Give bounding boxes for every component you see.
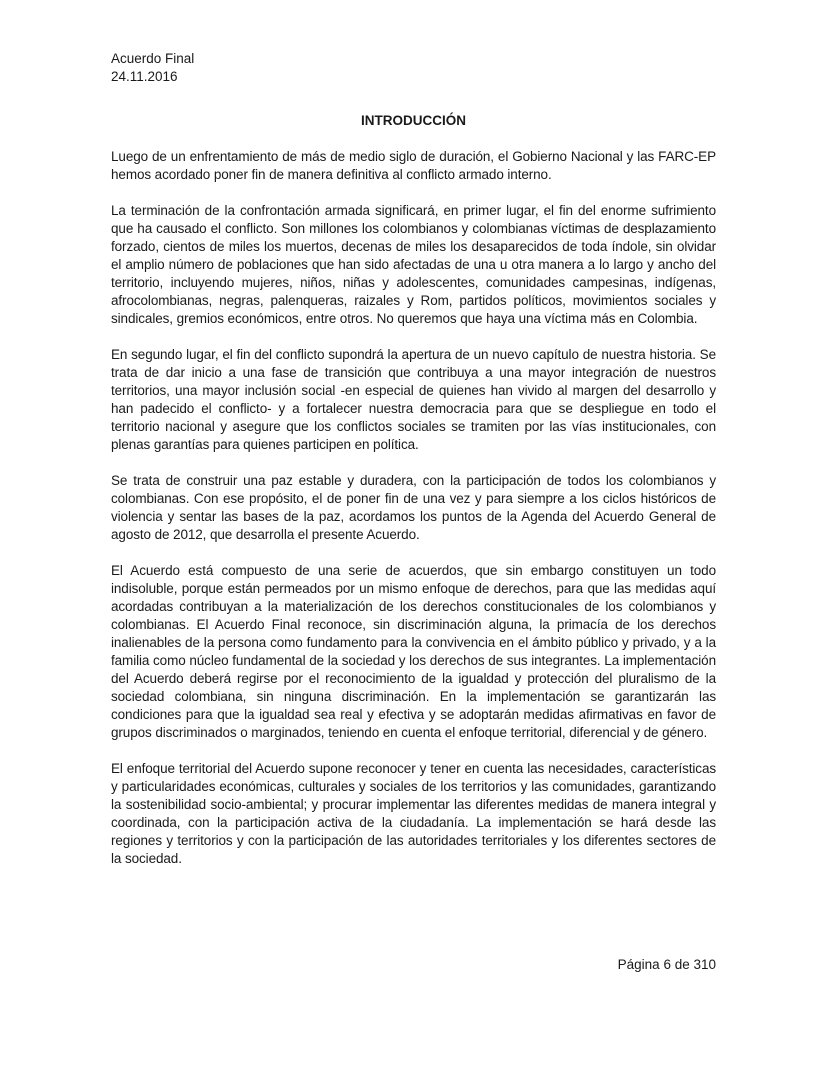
document-body [111,148,716,886]
document-header [111,50,194,86]
header-date: 24.11.2016 [111,69,178,84]
paragraph-6: El enfoque territorial del Acuerdo supone reconocer y tener en cuenta las necesidades, características y particularidades económicas, culturales y sociales de los territorios y las comunidades, garantizando la sostenibilidad socio-ambiental; y procurar implementar las diferentes medidas de manera integral y coordinada, con la participación activa de la ciudadanía. La implementación se hará desde las regiones y territorios y con la participación de las autoridades territoriales y los diferentes sectores de la sociedad. [111,761,716,866]
header-title: Acuerdo Final [111,51,195,66]
paragraph-2: La terminación de la confrontación armada significará, en primer lugar, el fin del enorme sufrimiento que ha causado el conflicto. Son millones los colombianos y colombianas víctimas de desplazamiento forzado, cientos de miles los muertos, decenas de miles los desaparecidos de toda índole, sin olvidar el amplio número de poblaciones que han sido afectadas de una u otra manera a lo largo y ancho del territorio, incluyendo mujeres, niños, niñas y adolescentes, comunidades campesinas, indígenas, afrocolombianas, negras, palenqueras, raizales y Rom, partidos políticos, movimientos sociales y sindicales, gremios económicos, entre otros. No queremos que haya una víctima más en Colombia. [111,203,716,326]
paragraph-4: Se trata de construir una paz estable y duradera, con la participación de todos los colombianos y colombianas. Con ese propósito, el de poner fin de una vez y para siempre a los ciclos históricos de violencia y sentar las bases de la paz, acordamos los puntos de la Agenda del Acuerdo General de agosto de 2012, que desarrolla el presente Acuerdo. [111,473,716,542]
section-title: INTRODUCCIÓN [361,113,466,128]
paragraph-1: Luego de un enfrentamiento de más de medio siglo de duración, el Gobierno Nacional y las FARC-EP hemos acordado poner fin de manera definitiva al conflicto armado interno. [111,149,716,182]
page-number: Página 6 de 310 [617,957,716,972]
paragraph-3: En segundo lugar, el fin del conflicto supondrá la apertura de un nuevo capítulo de nuestra historia. Se trata de dar inicio a una fase de transición que contribuya a una mayor integración de nuestros territorios, una mayor inclusión social -en especial de quienes han vivido al margen del desarrollo y han padecido el conflicto- y a fortalecer nuestra democracia para que se despliegue en todo el territorio nacional y asegure que los conflictos sociales se tramiten por las vías institucionales, con plenas garantías para quienes participen en política. [111,347,716,452]
paragraph-5: El Acuerdo está compuesto de una serie de acuerdos, que sin embargo constituyen un todo indisoluble, porque están permeados por un mismo enfoque de derechos, para que las medidas aquí acordadas contribuyan a la materialización de los derechos constitucionales de los colombianos y colombianas. El Acuerdo Final reconoce, sin discriminación alguna, la primacía de los derechos inalienables de la persona como fundamento para la convivencia en el ámbito público y privado, y a la familia como núcleo fundamental de la sociedad y los derechos de sus integrantes. La implementación del Acuerdo deberá regirse por el reconocimiento de la igualdad y protección del pluralismo de la sociedad colombiana, sin ninguna discriminación. En la implementación se garantizarán las condiciones para que la igualdad sea real y efectiva y se adoptarán medidas afirmativas en favor de grupos discriminados o marginados, teniendo en cuenta el enfoque territorial, diferencial y de género. [111,563,716,740]
